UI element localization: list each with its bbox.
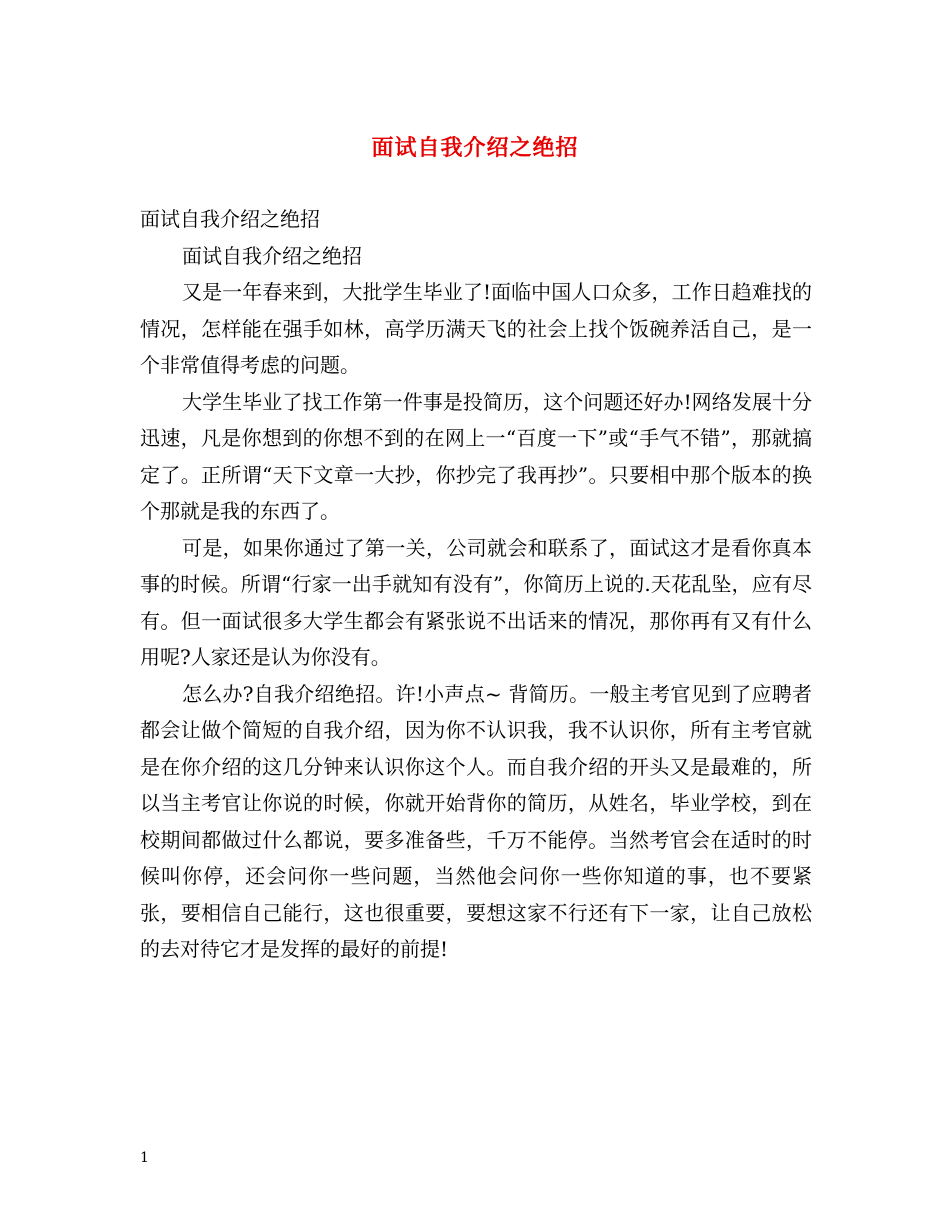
page-number: 1 xyxy=(140,1150,149,1166)
body-paragraph: 怎么办?自我介绍绝招。许!小声点~ 背简历。一般主考官见到了应聘者都会让做个简短的自我介绍，因为你不认识我，我不认识你，所有主考官就是在你介绍的这几分钟来认识你这个人。而自我介绍的开头又是最难的，所以当主考官让你说的时候，你就开始背你的简历，从姓名，毕业学校，到在校期间都做过什么都说，要多准备些，千万不能停。当然考官会在适时的时候叫你停，还会问你一些问题，当然他会问你一些你知道的事，也不要紧张，要相信自己能行，这也很重要，要想这家不行还有下一家，让自己放松的去对待它才是发挥的最好的前提! xyxy=(140,681,812,961)
body-paragraph: 又是一年春来到，大批学生毕业了!面临中国人口众多，工作日趋难找的情况，怎样能在强手如林，高学历满天飞的社会上找个饭碗养活自己，是一个非常值得考虑的问题。 xyxy=(140,280,812,377)
document-body xyxy=(140,201,812,968)
document-title: 面试自我介绍之绝招 xyxy=(371,135,579,161)
body-paragraph: 大学生毕业了找工作第一件事是投简历，这个问题还好办!网络发展十分迅速，凡是你想到的你想不到的在网上一“百度一下”或“手气不错”，那就搞定了。正所谓“天下文章一大抄，你抄完了我再抄”。只要相中那个版本的换个那就是我的东西了。 xyxy=(140,389,812,523)
subtitle-line: 面试自我介绍之绝招 xyxy=(140,207,320,231)
heading-paragraph: 面试自我介绍之绝招 xyxy=(182,243,362,268)
body-paragraph: 可是，如果你通过了第一关，公司就会和联系了，面试这才是看你真本事的时候。所谓“行家一出手就知有没有”，你简历上说的.天花乱坠，应有尽有。但一面试很多大学生都会有紧张说不出话来的情况，那你再有又有什么用呢?人家还是认为你没有。 xyxy=(140,535,812,669)
